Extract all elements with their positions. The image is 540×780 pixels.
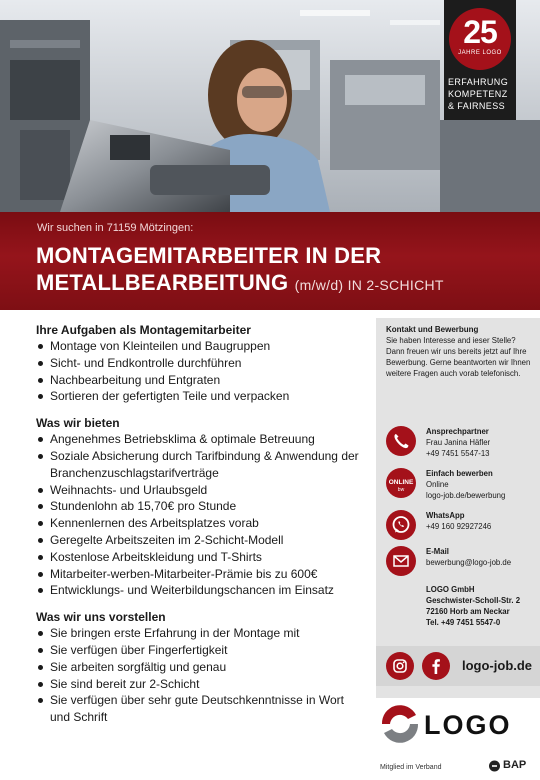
anniversary-badge bbox=[444, 0, 516, 120]
list-item: Geregelte Arbeitszeiten im 2-Schicht-Modell bbox=[36, 532, 366, 549]
job-title-line-2 bbox=[36, 269, 444, 299]
requirement-list bbox=[36, 625, 366, 726]
task-list bbox=[36, 338, 366, 405]
online-application-icon bbox=[386, 468, 416, 498]
company-address bbox=[426, 584, 520, 628]
membership-text: Mitglied im Verband bbox=[380, 764, 442, 771]
email-text bbox=[426, 546, 538, 568]
contact-person-label: Ansprechpartner bbox=[426, 427, 489, 436]
logo-mark-icon bbox=[378, 702, 422, 746]
list-item: Sie arbeiten sorgfältig und genau bbox=[36, 659, 366, 676]
badge-value: KOMPETENZ bbox=[448, 89, 508, 99]
email-label: E-Mail bbox=[426, 547, 449, 556]
list-item: Stundenlohn ab 15,70€ pro Stunde bbox=[36, 498, 366, 515]
online-icon-label: ONLINE bbox=[388, 479, 414, 486]
list-item: Sie verfügen über sehr gute Deutschkenntnisse in Wort und Schrift bbox=[36, 692, 366, 726]
whatsapp-label: WhatsApp bbox=[426, 511, 465, 520]
section-title: Ihre Aufgaben als Montagemitarbeiter bbox=[36, 323, 251, 337]
whatsapp-number[interactable]: +49 160 92927246 bbox=[426, 522, 492, 531]
online-application-link[interactable]: logo-job.de/bewerbung bbox=[426, 491, 506, 500]
company-city: 72160 Horb am Neckar bbox=[426, 607, 510, 616]
instagram-icon[interactable] bbox=[386, 652, 414, 680]
whatsapp-icon bbox=[386, 510, 416, 540]
contact-title: Kontakt und Bewerbung bbox=[386, 325, 479, 334]
list-item: Kostenlose Arbeitskleidung und T-Shirts bbox=[36, 549, 366, 566]
bap-mark-icon bbox=[488, 760, 501, 772]
job-title bbox=[36, 242, 444, 299]
list-item: Sie sind bereit zur 2-Schicht bbox=[36, 676, 366, 693]
job-description bbox=[36, 322, 366, 736]
job-title-band bbox=[0, 212, 540, 310]
footer bbox=[0, 754, 540, 780]
job-title-line-1: MONTAGEMITARBEITER IN DER bbox=[36, 243, 382, 268]
email-address[interactable]: bewerbung@logo-job.de bbox=[426, 558, 512, 567]
section-title: Was wir uns vorstellen bbox=[36, 610, 166, 625]
list-item: Angenehmes Betriebsklima & optimale Betreuung bbox=[36, 431, 366, 448]
phone-icon bbox=[386, 426, 416, 456]
badge-value: & FAIRNESS bbox=[448, 101, 506, 111]
contact-person-name: Frau Janina Häfler bbox=[426, 438, 491, 447]
contact-person-text bbox=[426, 426, 538, 459]
list-item: Sicht- und Endkontrolle durchführen bbox=[36, 355, 366, 372]
section-title: Was wir bieten bbox=[36, 416, 120, 431]
company-logo bbox=[378, 702, 530, 748]
list-item: Kennenlernen des Arbeitsplatzes vorab bbox=[36, 515, 366, 532]
list-item: Sie verfügen über Fingerfertigkeit bbox=[36, 642, 366, 659]
company-name: LOGO GmbH bbox=[426, 585, 475, 594]
benefit-list bbox=[36, 431, 366, 599]
list-item: Nachbearbeitung und Entgraten bbox=[36, 372, 366, 389]
job-title-suffix: (m/w/d) IN 2-SCHICHT bbox=[294, 277, 444, 293]
badge-subtitle: JAHRE LOGO bbox=[458, 50, 502, 56]
badge-value: ERFAHRUNG bbox=[448, 77, 509, 87]
website-link[interactable]: logo-job.de bbox=[462, 658, 533, 673]
online-application-text bbox=[426, 468, 538, 501]
company-street: Geschwister-Scholl-Str. 2 bbox=[426, 596, 521, 605]
list-item: Montage von Kleinteilen und Baugruppen bbox=[36, 338, 366, 355]
logo-wordmark: LOGO bbox=[424, 710, 512, 740]
list-item: Sie bringen erste Erfahrung in der Montage mit bbox=[36, 625, 366, 642]
online-application-label: Einfach bewerben bbox=[426, 469, 493, 478]
location-line: Wir suchen in 71159 Mötzingen: bbox=[37, 222, 194, 234]
anniversary-seal bbox=[449, 8, 511, 70]
list-item: Soziale Absicherung durch Tarifbindung & Anwendung der Branchenzuschlagstarifverträge bbox=[36, 448, 366, 482]
list-item: Weihnachts- und Urlaubsgeld bbox=[36, 482, 366, 499]
section-benefits bbox=[36, 415, 366, 599]
badge-number: 25 bbox=[463, 14, 497, 50]
list-item: Sortieren der gefertigten Teile und verpacken bbox=[36, 388, 366, 405]
list-item: Entwicklungs- und Weiterbildungschancen im Einsatz bbox=[36, 582, 366, 599]
contact-person-phone[interactable]: +49 7451 5547-13 bbox=[426, 449, 490, 458]
company-phone: Tel. +49 7451 5547-0 bbox=[426, 618, 501, 627]
mail-icon bbox=[386, 546, 416, 576]
whatsapp-text bbox=[426, 510, 538, 532]
online-icon-sub: bw bbox=[397, 487, 405, 493]
bap-text: BAP bbox=[503, 759, 527, 771]
section-requirements bbox=[36, 609, 366, 726]
list-item: Mitarbeiter-werben-Mitarbeiter-Prämie bis zu 600€ bbox=[36, 566, 366, 583]
section-tasks bbox=[36, 322, 366, 405]
online-application-word: Online bbox=[426, 480, 449, 489]
badge-values bbox=[448, 76, 514, 112]
facebook-icon[interactable] bbox=[422, 652, 450, 680]
job-title-main: METALLBEARBEITUNG bbox=[36, 270, 289, 295]
contact-sidebar bbox=[376, 318, 540, 698]
social-links bbox=[376, 646, 540, 686]
contact-intro: Sie haben Interesse and ieser Stelle? Dann freuen wir uns bereits jetzt auf Ihre Bewerbung. Gerne beantworten wir Ihnen weitere Fragen auch vorab telefonisch. bbox=[386, 336, 531, 378]
